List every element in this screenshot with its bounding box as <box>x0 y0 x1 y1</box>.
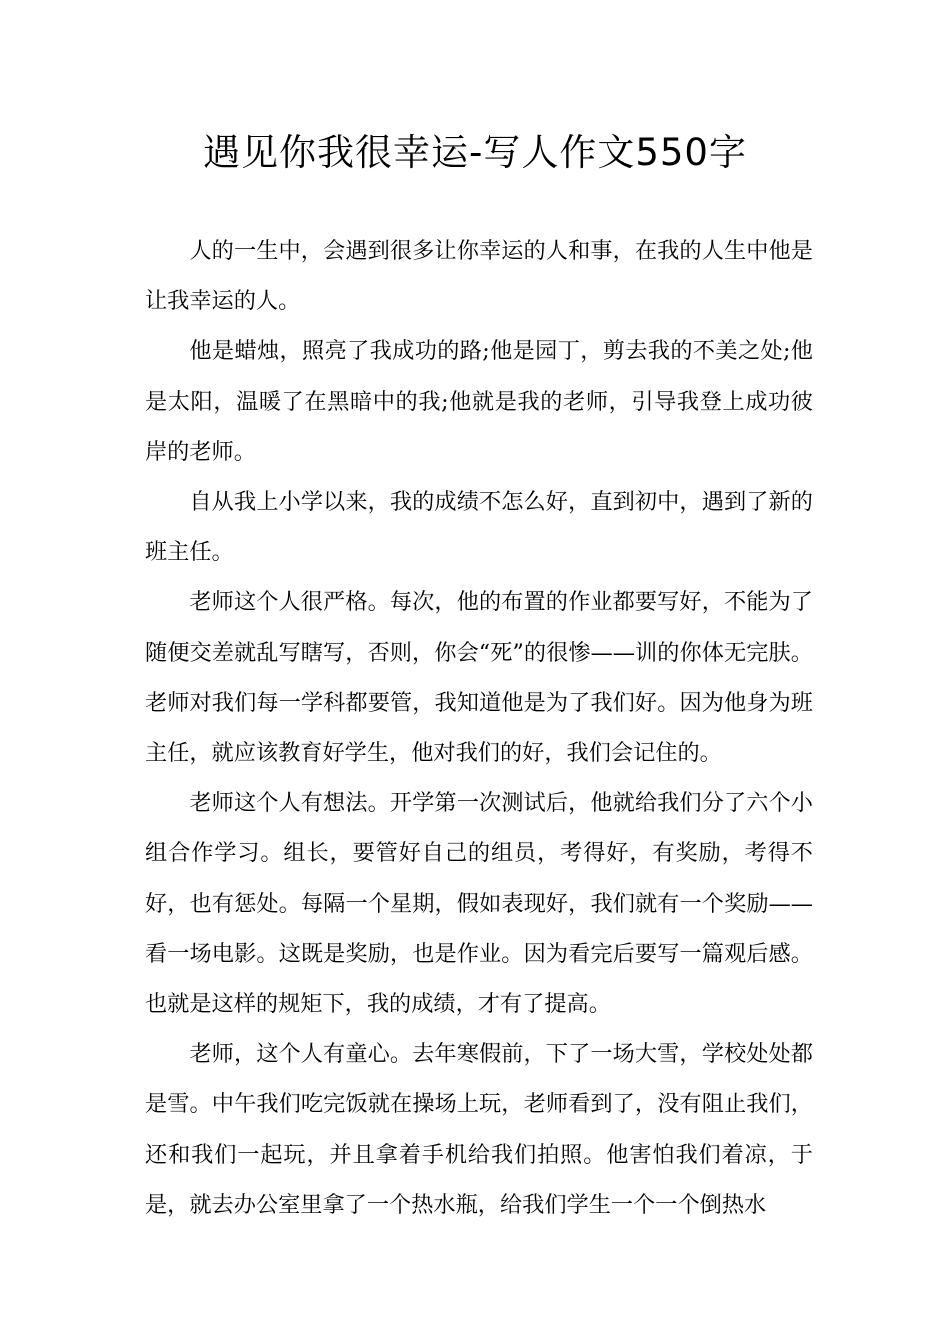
paragraph: 他是蜡烛，照亮了我成功的路;他是园丁，剪去我的不美之处;他是太阳，温暖了在黑暗中的我;他就是我的老师，引导我登上成功彼岸的老师。 <box>145 338 813 465</box>
paragraph: 老师这个人有想法。开学第一次测试后，他就给我们分了六个小组合作学习。组长，要管好自己的组员，考得好，有奖励，考得不好，也有惩处。每隔一个星期，假如表现好，我们就有一个奖励——看一场电影。这既是奖励，也是作业。因为看完后要写一篇观后感。也就是这样的规矩下，我的成绩，才有了提高。 <box>145 790 813 1018</box>
paragraph: 老师这个人很严格。每次，他的布置的作业都要写好，不能为了随便交差就乱写瞎写，否则，你会“死”的很惨——训的你体无完肤。老师对我们每一学科都要管，我知道他是为了我们好。因为他身为班主任，就应该教育好学生，他对我们的好，我们会记住的。 <box>145 589 813 767</box>
paragraph: 老师，这个人有童心。去年寒假前，下了一场大雪，学校处处都是雪。中午我们吃完饭就在操场上玩，老师看到了，没有阻止我们，还和我们一起玩，并且拿着手机给我们拍照。他害怕我们着凉，于是，就去办公室里拿了一个热水瓶，给我们学生一个一个倒热水 <box>145 1041 813 1218</box>
document-title: 遇见你我很幸运-写人作文550字 <box>203 131 747 174</box>
paragraph: 人的一生中，会遇到很多让你幸运的人和事，在我的人生中他是让我幸运的人。 <box>145 238 813 315</box>
document-body <box>145 226 813 1230</box>
paragraph: 自从我上小学以来，我的成绩不怎么好，直到初中，遇到了新的班主任。 <box>145 489 813 566</box>
